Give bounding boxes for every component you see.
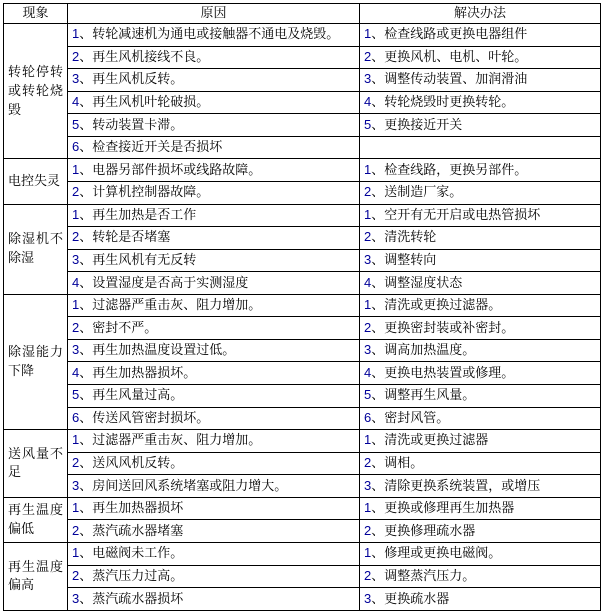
item-number: 3 [72, 477, 80, 493]
table-row [4, 362, 601, 385]
item-number: 2 [364, 319, 372, 335]
item-number: 1 [72, 545, 80, 561]
cause-cell: 2、送风风机反转。 [68, 452, 360, 475]
table-row [4, 159, 601, 182]
cause-cell: 3、蒸汽疏水器损坏 [68, 588, 360, 611]
table-row [4, 227, 601, 250]
phenomenon-cell: 转轮停转或转轮烧毁 [4, 24, 68, 159]
item-number: 1 [72, 206, 80, 222]
table-row [4, 339, 601, 362]
table-row [4, 46, 601, 69]
item-number: 6 [364, 409, 372, 425]
table-row [4, 69, 601, 92]
item-number: 2 [72, 522, 80, 538]
item-number: 6 [72, 409, 80, 425]
cause-cell: 4、再生风机叶轮破损。 [68, 91, 360, 114]
solution-cell: 2、调整蒸汽压力。 [360, 565, 601, 588]
table-row [4, 181, 601, 204]
cause-cell: 1、转轮减速机为通电或接触器不通电及烧毁。 [68, 24, 360, 47]
solution-cell: 3、更换疏水器 [360, 588, 601, 611]
table-row [4, 249, 601, 272]
item-number: 1 [72, 161, 80, 177]
cause-cell: 5、转动装置卡滞。 [68, 114, 360, 137]
item-number: 5 [72, 387, 80, 403]
header-cause: 原因 [68, 4, 360, 24]
item-number: 5 [72, 116, 80, 132]
solution-cell: 1、清洗或更换过滤器 [360, 430, 601, 453]
item-number: 4 [72, 274, 80, 290]
solution-cell: 3、调高加热温度。 [360, 339, 601, 362]
cause-cell: 2、转轮是否堵塞 [68, 227, 360, 250]
header-solution: 解决办法 [360, 4, 601, 24]
cause-cell: 3、再生风机有无反转 [68, 249, 360, 272]
header-phenomenon: 现象 [4, 4, 68, 24]
solution-cell: 4、转轮烧毁时更换转轮。 [360, 91, 601, 114]
solution-cell: 1、修理或更换电磁阀。 [360, 542, 601, 565]
table-row [4, 452, 601, 475]
item-number: 2 [364, 455, 372, 471]
phenomenon-cell: 除湿能力下降 [4, 294, 68, 429]
solution-cell: 4、更换电热装置或修理。 [360, 362, 601, 385]
item-number: 4 [364, 274, 372, 290]
item-number: 3 [72, 71, 80, 87]
table-row [4, 204, 601, 227]
item-number: 4 [72, 94, 80, 110]
cause-cell: 4、设置湿度是否高于实测湿度 [68, 272, 360, 295]
solution-cell: 2、更换修理疏水器 [360, 520, 601, 543]
item-number: 1 [72, 297, 80, 313]
table-row [4, 91, 601, 114]
item-number: 4 [72, 364, 80, 380]
cause-cell: 4、再生加热器损坏。 [68, 362, 360, 385]
cause-cell: 3、再生加热温度设置过低。 [68, 339, 360, 362]
item-number: 3 [72, 342, 80, 358]
phenomenon-cell: 除湿机不除湿 [4, 204, 68, 294]
cause-cell: 1、再生加热是否工作 [68, 204, 360, 227]
item-number: 5 [364, 387, 372, 403]
item-number: 1 [364, 26, 372, 42]
solution-cell: 4、调整湿度状态 [360, 272, 601, 295]
table-row [4, 588, 601, 611]
phenomenon-cell: 送风量不足 [4, 430, 68, 498]
solution-cell: 3、清除更换系统装置，或增压 [360, 475, 601, 498]
header-row [4, 4, 601, 24]
table-body [4, 24, 601, 611]
solution-cell: 3、调整传动装置、加润滑油 [360, 69, 601, 92]
item-number: 6 [72, 139, 80, 155]
item-number: 1 [364, 545, 372, 561]
table-row [4, 542, 601, 565]
solution-cell [360, 136, 601, 159]
table-row [4, 272, 601, 295]
solution-cell: 2、送制造厂家。 [360, 181, 601, 204]
solution-cell: 6、密封风管。 [360, 407, 601, 430]
solution-cell: 1、检查线路，更换另部件。 [360, 159, 601, 182]
cause-cell: 1、过滤器严重击灰、阻力增加。 [68, 294, 360, 317]
solution-cell: 1、清洗或更换过滤器。 [360, 294, 601, 317]
item-number: 2 [72, 319, 80, 335]
table-row [4, 497, 601, 520]
item-number: 2 [72, 455, 80, 471]
cause-cell: 1、过滤器严重击灰、阻力增加。 [68, 430, 360, 453]
solution-cell: 3、调整转向 [360, 249, 601, 272]
cause-cell: 2、蒸汽疏水器堵塞 [68, 520, 360, 543]
solution-cell: 2、调相。 [360, 452, 601, 475]
table-row [4, 520, 601, 543]
item-number: 3 [364, 590, 372, 606]
item-number: 1 [364, 500, 372, 516]
solution-cell: 1、检查线路或更换电器组件 [360, 24, 601, 47]
item-number: 2 [72, 48, 80, 64]
solution-cell: 1、空开有无开启或电热管损坏 [360, 204, 601, 227]
cause-cell: 6、检查接近开关是否损坏 [68, 136, 360, 159]
item-number: 2 [72, 567, 80, 583]
item-number: 2 [364, 48, 372, 64]
table-row [4, 24, 601, 47]
table-row [4, 385, 601, 408]
item-number: 2 [364, 567, 372, 583]
item-number: 1 [364, 297, 372, 313]
table-row [4, 565, 601, 588]
cause-cell: 1、再生加热器损坏 [68, 497, 360, 520]
table-row [4, 475, 601, 498]
item-number: 1 [72, 432, 80, 448]
item-number: 3 [72, 590, 80, 606]
table-row [4, 430, 601, 453]
item-number: 4 [364, 94, 372, 110]
item-number: 1 [72, 26, 80, 42]
cause-cell: 2、再生风机接线不良。 [68, 46, 360, 69]
item-number: 2 [364, 229, 372, 245]
cause-cell: 2、计算机控制器故障。 [68, 181, 360, 204]
item-number: 2 [72, 229, 80, 245]
solution-cell: 1、更换或修理再生加热器 [360, 497, 601, 520]
troubleshooting-table [3, 3, 601, 611]
item-number: 3 [364, 251, 372, 267]
item-number: 2 [364, 184, 372, 200]
solution-cell: 5、更换接近开关 [360, 114, 601, 137]
item-number: 3 [364, 342, 372, 358]
item-number: 2 [364, 522, 372, 538]
cause-cell: 2、蒸汽压力过高。 [68, 565, 360, 588]
item-number: 4 [364, 364, 372, 380]
item-number: 1 [364, 206, 372, 222]
item-number: 1 [72, 500, 80, 516]
item-number: 3 [364, 71, 372, 87]
table-row [4, 407, 601, 430]
cause-cell: 5、再生风量过高。 [68, 385, 360, 408]
table-row [4, 114, 601, 137]
cause-cell: 3、房间送回风系统堵塞或阻力增大。 [68, 475, 360, 498]
solution-cell: 5、调整再生风量。 [360, 385, 601, 408]
phenomenon-cell: 再生温度偏低 [4, 497, 68, 542]
cause-cell: 1、电磁阀未工作。 [68, 542, 360, 565]
phenomenon-cell: 电控失灵 [4, 159, 68, 204]
solution-cell: 2、清洗转轮 [360, 227, 601, 250]
item-number: 3 [72, 251, 80, 267]
solution-cell: 2、更换风机、电机、叶轮。 [360, 46, 601, 69]
item-number: 5 [364, 116, 372, 132]
cause-cell: 3、再生风机反转。 [68, 69, 360, 92]
solution-cell: 2、更换密封装或补密封。 [360, 317, 601, 340]
table-row [4, 317, 601, 340]
item-number: 1 [364, 432, 372, 448]
item-number: 1 [364, 161, 372, 177]
table-row [4, 294, 601, 317]
phenomenon-cell: 再生温度偏高 [4, 542, 68, 610]
item-number: 3 [364, 477, 372, 493]
cause-cell: 6、传送风管密封损坏。 [68, 407, 360, 430]
table-row [4, 136, 601, 159]
item-number: 2 [72, 184, 80, 200]
cause-cell: 2、密封不严。 [68, 317, 360, 340]
cause-cell: 1、电器另部件损坏或线路故障。 [68, 159, 360, 182]
